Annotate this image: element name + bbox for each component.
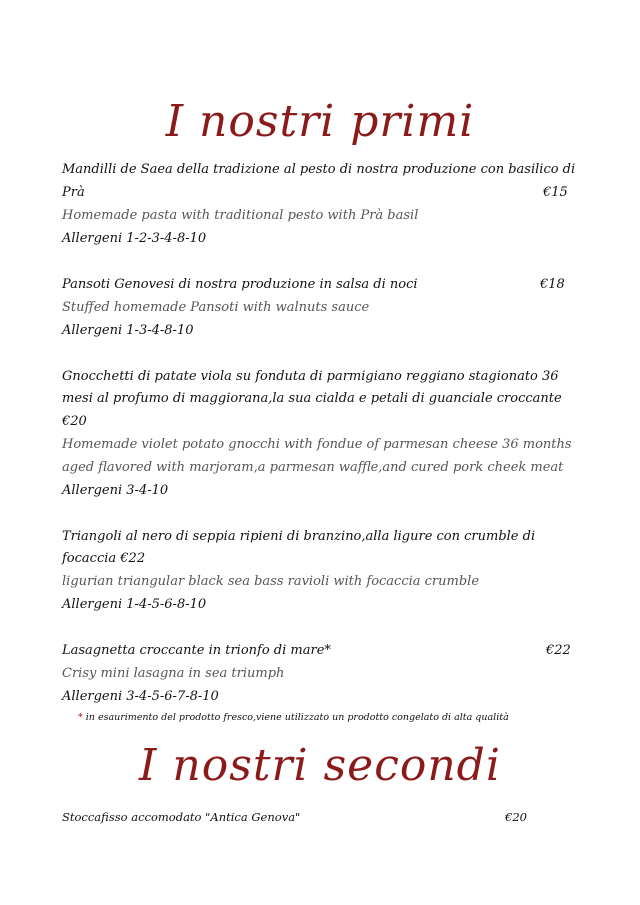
dish-3-name-line-2: mesi al profumo di maggiorana,la sua cialda e petali di guanciale croccante [62,391,562,406]
dish-3-english-line-1: Homemade violet potato gnocchi with fondue of parmesan cheese 36 months [62,437,572,452]
dish-2-allergens: Allergeni 1-3-4-8-10 [62,323,194,338]
dish-3-price: €20 [62,414,87,429]
note-text: in esaurimento del prodotto fresco,viene utilizzato un prodotto congelato di alta qualità [82,712,509,723]
dish-3-name-line-1: Gnocchetti di patate viola su fonduta di parmigiano reggiano stagionato 36 [62,369,559,384]
dish-4-name-line-2: focaccia €22 [62,551,146,566]
dish-2-name: Pansoti Genovesi di nostra produzione in salsa di noci [62,277,418,292]
dish-1-price: €15 [543,185,568,200]
primi-heading: I nostri primi [165,96,475,147]
dish-5-name: Lasagnetta croccante in trionfo di mare* [62,643,331,658]
note-asterisk: * [78,712,83,723]
dish-3-allergens: Allergeni 3-4-10 [62,483,169,498]
dish-1-english: Homemade pasta with traditional pesto with Prà basil [62,208,419,223]
frozen-product-note [78,712,578,723]
dish-2-english: Stuffed homemade Pansoti with walnuts sauce [62,300,370,315]
dish-3-english-line-2: aged flavored with marjoram,a parmesan waffle,and cured pork cheek meat [62,460,564,475]
dish-5-price: €22 [546,643,571,658]
dish-4-allergens: Allergeni 1-4-5-6-8-10 [62,597,207,612]
dish-5-allergens: Allergeni 3-4-5-6-7-8-10 [62,689,219,704]
dish-4-english: ligurian triangular black sea bass ravioli with focaccia crumble [62,574,480,589]
secondi-dish-1-price: €20 [505,810,527,824]
dish-1-name-line-1: Mandilli de Saea della tradizione al pesto di nostra produzione con basilico di [62,162,576,177]
secondi-heading: I nostri secondi [139,740,501,791]
dish-5-english: Crisy mini lasagna in sea triumph [62,666,285,681]
secondi-dish-1-name: Stoccafisso accomodato "Antica Genova" [62,810,301,824]
dish-1-name-line-2: Prà [62,185,85,200]
dish-1-allergens: Allergeni 1-2-3-4-8-10 [62,231,207,246]
dish-2-price: €18 [540,277,565,292]
dish-4-name-line-1: Triangoli al nero di seppia ripieni di branzino,alla ligure con crumble di [62,529,536,544]
